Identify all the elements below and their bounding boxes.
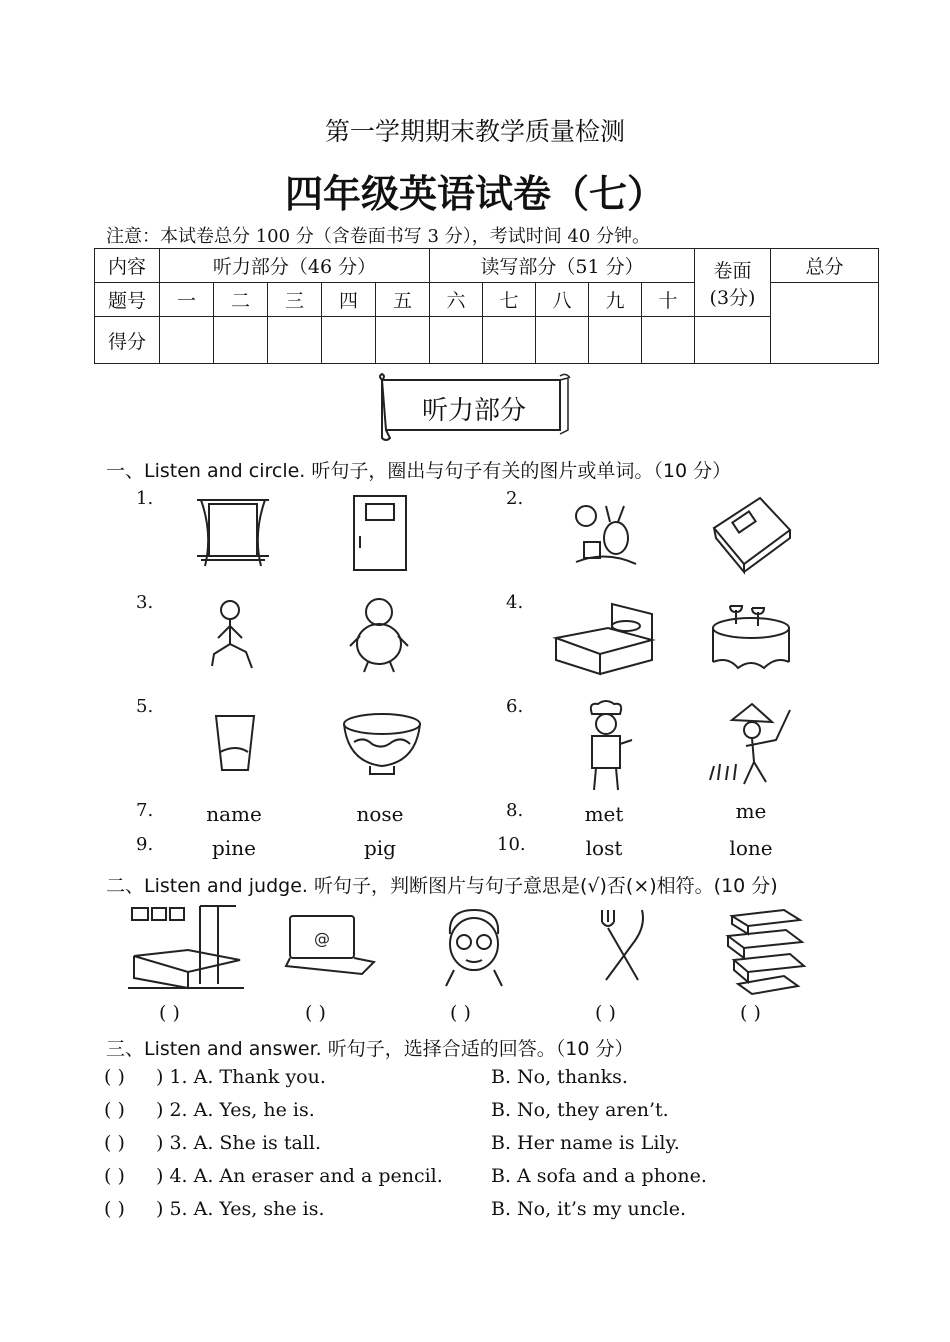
answer-blank[interactable]: ( ): [104, 1165, 125, 1187]
score-cell[interactable]: [642, 317, 695, 364]
score-cell[interactable]: [483, 317, 536, 364]
question-number: 一: [160, 283, 214, 317]
answer-blank[interactable]: ( ): [104, 1132, 125, 1154]
question-number: 九: [589, 283, 642, 317]
score-cell[interactable]: [430, 317, 483, 364]
farmer-icon[interactable]: [706, 700, 796, 790]
score-cell[interactable]: [160, 317, 214, 364]
exam-title: 四年级英语试卷（七）: [284, 172, 665, 216]
question-number: 五: [376, 283, 430, 317]
option-b[interactable]: B. No, they aren’t.: [491, 1099, 669, 1121]
question-number: 六: [430, 283, 483, 317]
listening-part-header: 听力部分（46 分）: [160, 249, 430, 283]
word-choice[interactable]: me: [735, 799, 767, 823]
word-choice[interactable]: lone: [729, 836, 773, 860]
bowl-icon[interactable]: [340, 708, 424, 778]
boy-face-icon: [440, 904, 508, 988]
door-icon[interactable]: [350, 494, 410, 574]
word-choice[interactable]: met: [584, 802, 624, 826]
judge-answer-blank[interactable]: ( ): [595, 1002, 616, 1024]
row-label-content: 内容: [95, 249, 160, 283]
books-icon: [724, 906, 808, 996]
question-number: 十: [642, 283, 695, 317]
item-number: 6.: [506, 696, 524, 717]
judge-answer-blank[interactable]: ( ): [740, 1002, 761, 1024]
question-number: 八: [536, 283, 589, 317]
section2-heading: 二、Listen and judge. 听句子，判断图片与句子意思是(√)否(×)相符。(10 分): [106, 875, 778, 897]
option-a[interactable]: ) 3. A. She is tall.: [156, 1132, 321, 1154]
reading-part-header: 读写部分（51 分）: [430, 249, 695, 283]
table-icon[interactable]: [708, 598, 794, 676]
item-number: 3.: [136, 592, 154, 613]
book-icon[interactable]: [708, 492, 794, 574]
word-choice[interactable]: nose: [356, 802, 404, 826]
option-b[interactable]: B. No, it’s my uncle.: [491, 1198, 686, 1220]
bedroom-icon: [128, 904, 246, 990]
judge-answer-blank[interactable]: ( ): [450, 1002, 471, 1024]
neatness-score-cell[interactable]: [695, 317, 771, 364]
row-label-score: 得分: [95, 317, 160, 364]
exam-subtitle: 第一学期期末教学质量检测: [324, 117, 625, 146]
item-number: 9.: [136, 834, 154, 855]
item-number: 2.: [506, 488, 524, 509]
question-number: 七: [483, 283, 536, 317]
word-choice[interactable]: pig: [363, 836, 396, 860]
score-table: [94, 248, 879, 364]
option-b[interactable]: B. No, thanks.: [491, 1066, 628, 1088]
question-number: 四: [322, 283, 376, 317]
item-number: 7.: [136, 800, 154, 821]
section3-heading: 三、Listen and answer. 听句子，选择合适的回答。（10 分）: [106, 1038, 634, 1060]
neatness-points: (3分): [709, 286, 756, 309]
item-number: 8.: [506, 800, 524, 821]
word-choice[interactable]: pine: [212, 836, 256, 860]
cook-icon[interactable]: [574, 700, 638, 794]
fat-boy-icon[interactable]: [346, 596, 412, 676]
option-a[interactable]: ) 2. A. Yes, he is.: [156, 1099, 315, 1121]
word-choice[interactable]: name: [206, 802, 262, 826]
row-label-question: 题号: [95, 283, 160, 317]
item-number: 10.: [497, 834, 526, 855]
question-number: 二: [214, 283, 268, 317]
answer-blank[interactable]: ( ): [104, 1198, 125, 1220]
option-b[interactable]: B. A sofa and a phone.: [491, 1165, 707, 1187]
thin-boy-icon[interactable]: [206, 598, 266, 672]
score-cell[interactable]: [376, 317, 430, 364]
word-choice[interactable]: lost: [585, 836, 623, 860]
svg-text:@: @: [314, 929, 330, 948]
section1-heading: 一、Listen and circle. 听句子，圈出与句子有关的图片或单词。（10 分）: [106, 460, 732, 482]
option-a[interactable]: ) 1. A. Thank you.: [156, 1066, 326, 1088]
option-a[interactable]: ) 5. A. Yes, she is.: [156, 1198, 325, 1220]
judge-answer-blank[interactable]: ( ): [305, 1002, 326, 1024]
question-number: 三: [268, 283, 322, 317]
item-number: 1.: [136, 488, 154, 509]
exam-notice: 注意：本试卷总分 100 分（含卷面书写 3 分），考试时间 40 分钟。: [106, 226, 651, 247]
fork-knife-icon: [594, 906, 650, 986]
score-cell[interactable]: [536, 317, 589, 364]
total-score-cell[interactable]: [771, 283, 879, 364]
judge-answer-blank[interactable]: ( ): [159, 1002, 180, 1024]
item-number: 5.: [136, 696, 154, 717]
rabbit-icon[interactable]: [570, 492, 642, 574]
listening-banner-label: 听力部分: [421, 396, 526, 426]
item-number: 4.: [506, 592, 524, 613]
score-cell[interactable]: [268, 317, 322, 364]
glass-icon[interactable]: [212, 712, 258, 774]
neatness-header: [695, 249, 771, 317]
answer-blank[interactable]: ( ): [104, 1066, 125, 1088]
option-a[interactable]: ) 4. A. An eraser and a pencil.: [156, 1165, 443, 1187]
neatness-label: 卷面: [713, 259, 752, 282]
window-icon[interactable]: [195, 494, 271, 576]
score-cell[interactable]: [322, 317, 376, 364]
bed-icon[interactable]: [552, 598, 658, 676]
laptop-icon: [284, 914, 376, 980]
score-cell[interactable]: [214, 317, 268, 364]
option-b[interactable]: B. Her name is Lily.: [491, 1132, 680, 1154]
score-cell[interactable]: [589, 317, 642, 364]
answer-blank[interactable]: ( ): [104, 1099, 125, 1121]
total-header: 总分: [771, 249, 879, 283]
